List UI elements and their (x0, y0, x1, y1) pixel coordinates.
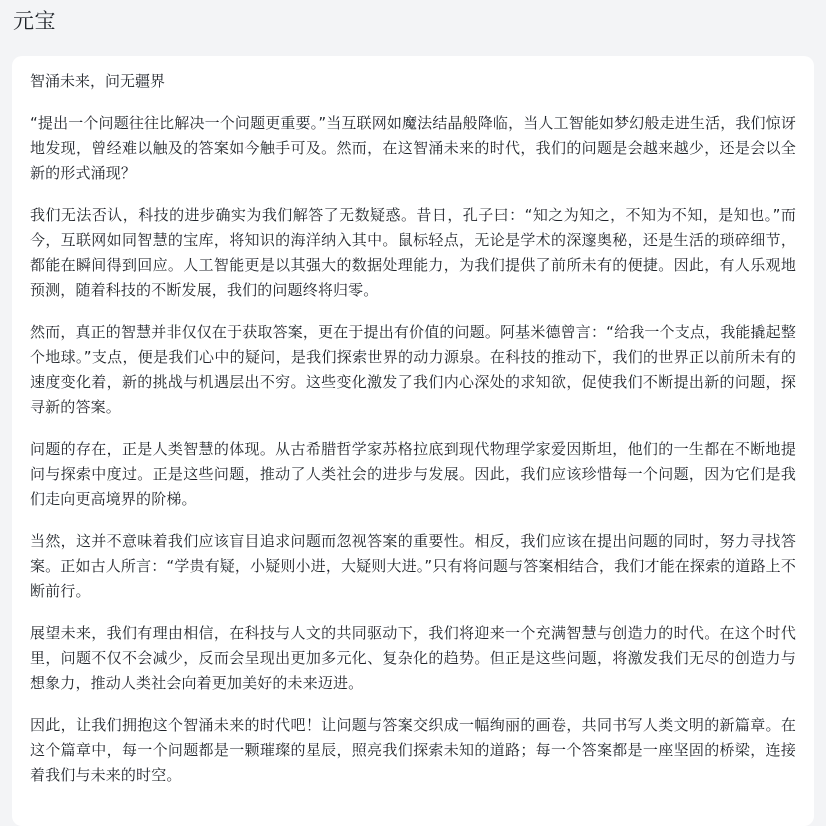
app-header (0, 0, 826, 46)
essay-paragraph: 我们无法否认，科技的进步确实为我们解答了无数疑惑。昔日，孔子曰：“知之为知之，不知为不知，是知也。”而今，互联网如同智慧的宝库，将知识的海洋纳入其中。鼠标轻点，无论是学术的深邃奥秘，还是生活的琐碎细节，都能在瞬间得到回应。人工智能更是以其强大的数据处理能力，为我们提供了前所未有的便捷。因此，有人乐观地预测，随着科技的不断发展，我们的问题终将归零。 (30, 206, 796, 299)
essay-paragraph: 当然，这并不意味着我们应该盲目追求问题而忽视答案的重要性。相反，我们应该在提出问题的同时，努力寻找答案。正如古人所言：“学贵有疑，小疑则小进，大疑则大进。”只有将问题与答案相结合，我们才能在探索的道路上不断前行。 (30, 532, 796, 600)
essay-paragraph: 因此，让我们拥抱这个智涌未来的时代吧！让问题与答案交织成一幅绚丽的画卷，共同书写人类文明的新篇章。在这个篇章中，每一个问题都是一颗璀璨的星辰，照亮我们探索未知的道路；每一个答案都是一座坚固的桥梁，连接着我们与未来的时空。 (30, 716, 796, 784)
essay-paragraph: 问题的存在，正是人类智慧的体现。从古希腊哲学家苏格拉底到现代物理学家爱因斯坦，他们的一生都在不断地提问与探索中度过。正是这些问题，推动了人类社会的进步与发展。因此，我们应该珍惜每一个问题，因为它们是我们走向更高境界的阶梯。 (30, 440, 796, 508)
app-title: 元宝 (13, 9, 56, 33)
essay-paragraph: “提出一个问题往往比解决一个问题更重要。”当互联网如魔法结晶般降临，当人工智能如梦幻般走进生活，我们惊讶地发现，曾经难以触及的答案如今触手可及。然而，在这智涌未来的时代，我们的问题是会越来越少，还是会以全新的形式涌现？ (30, 114, 796, 182)
assistant-message (12, 56, 814, 826)
essay-title: 智涌未来，问无疆界 (30, 72, 166, 90)
essay-paragraph: 然而，真正的智慧并非仅仅在于获取答案，更在于提出有价值的问题。阿基米德曾言：“给我一个支点，我能撬起整个地球。”支点，便是我们心中的疑问，是我们探索世界的动力源泉。在科技的推动下，我们的世界正以前所未有的速度变化着，新的挑战与机遇层出不穷。这些变化激发了我们内心深处的求知欲，促使我们不断提出新的问题，探寻新的答案。 (30, 323, 796, 416)
essay-paragraph: 展望未来，我们有理由相信，在科技与人文的共同驱动下，我们将迎来一个充满智慧与创造力的时代。在这个时代里，问题不仅不会减少，反而会呈现出更加多元化、复杂化的趋势。但正是这些问题，将激发我们无尽的创造力与想象力，推动人类社会向着更加美好的未来迈进。 (30, 624, 796, 692)
